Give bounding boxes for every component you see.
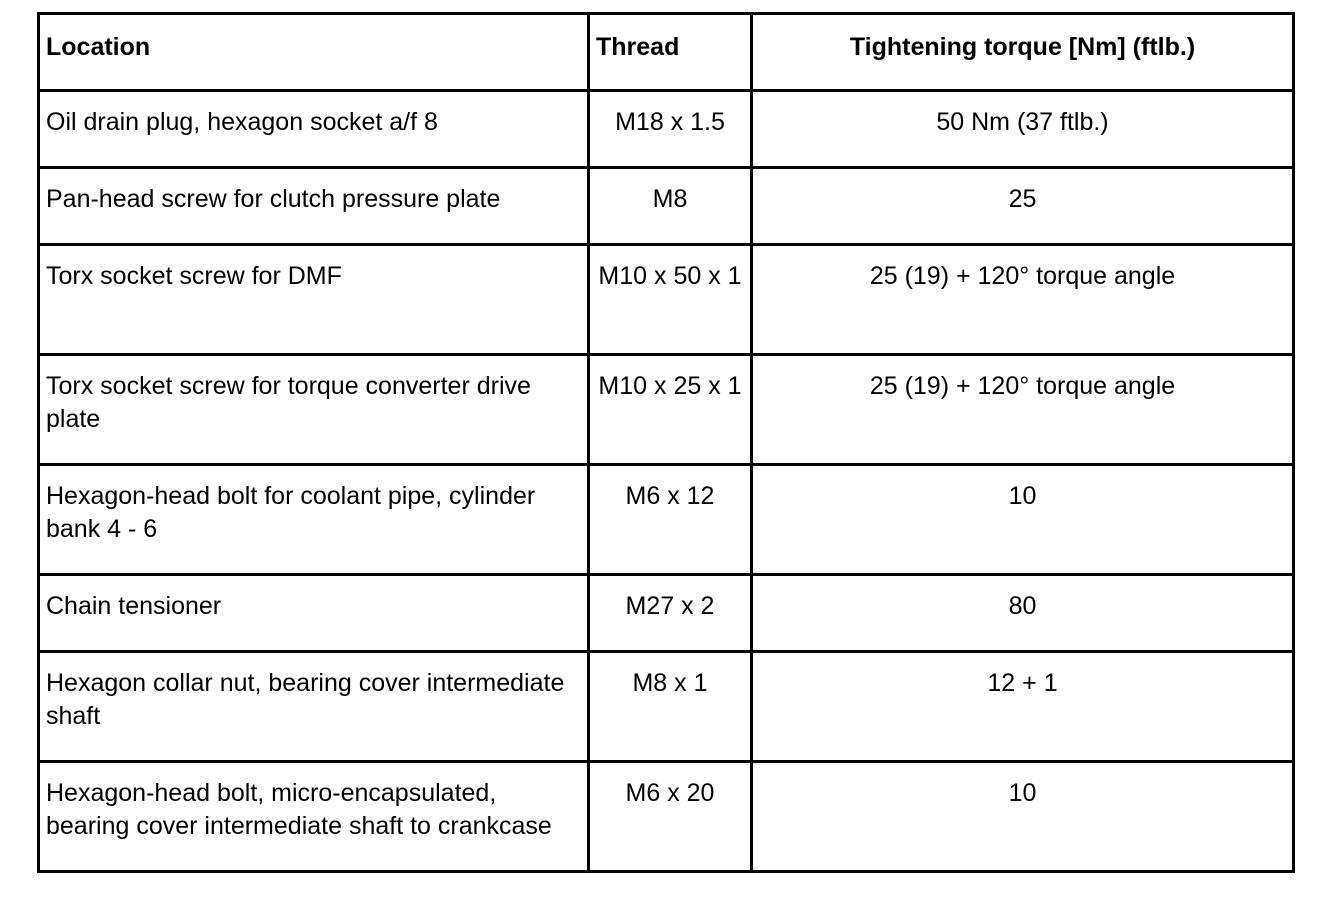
thread-cell: M6 x 20	[589, 762, 752, 872]
location-cell: Hexagon-head bolt, micro-encapsulated, bearing cover intermediate shaft to crankcase	[39, 762, 589, 872]
location-cell: Torx socket screw for DMF	[39, 245, 589, 355]
thread-cell: M27 x 2	[589, 575, 752, 652]
location-cell: Torx socket screw for torque converter drive plate	[39, 355, 589, 465]
table-row	[39, 652, 1294, 762]
table-row	[39, 575, 1294, 652]
torque-cell: 25	[752, 168, 1294, 245]
thread-cell: M8 x 1	[589, 652, 752, 762]
table-row	[39, 762, 1294, 872]
header-row	[39, 14, 1294, 91]
thread-cell: M8	[589, 168, 752, 245]
header-torque: Tightening torque [Nm] (ftlb.)	[752, 14, 1294, 91]
table-row	[39, 355, 1294, 465]
location-cell: Pan-head screw for clutch pressure plate	[39, 168, 589, 245]
header-location: Location	[39, 14, 589, 91]
thread-cell: M18 x 1.5	[589, 91, 752, 168]
location-cell: Oil drain plug, hexagon socket a/f 8	[39, 91, 589, 168]
torque-cell: 12 + 1	[752, 652, 1294, 762]
torque-cell: 25 (19) + 120° torque angle	[752, 245, 1294, 355]
torque-cell: 10	[752, 465, 1294, 575]
torque-cell: 50 Nm (37 ftlb.)	[752, 91, 1294, 168]
table-row	[39, 168, 1294, 245]
thread-cell: M10 x 25 x 1	[589, 355, 752, 465]
location-cell: Hexagon collar nut, bearing cover intermediate shaft	[39, 652, 589, 762]
table-row	[39, 91, 1294, 168]
location-cell: Hexagon-head bolt for coolant pipe, cylinder bank 4 - 6	[39, 465, 589, 575]
location-cell: Chain tensioner	[39, 575, 589, 652]
thread-cell: M6 x 12	[589, 465, 752, 575]
torque-spec-table	[37, 12, 1295, 873]
header-thread: Thread	[589, 14, 752, 91]
table-row	[39, 465, 1294, 575]
torque-cell: 80	[752, 575, 1294, 652]
thread-cell: M10 x 50 x 1	[589, 245, 752, 355]
torque-cell: 10	[752, 762, 1294, 872]
torque-cell: 25 (19) + 120° torque angle	[752, 355, 1294, 465]
table-row	[39, 245, 1294, 355]
